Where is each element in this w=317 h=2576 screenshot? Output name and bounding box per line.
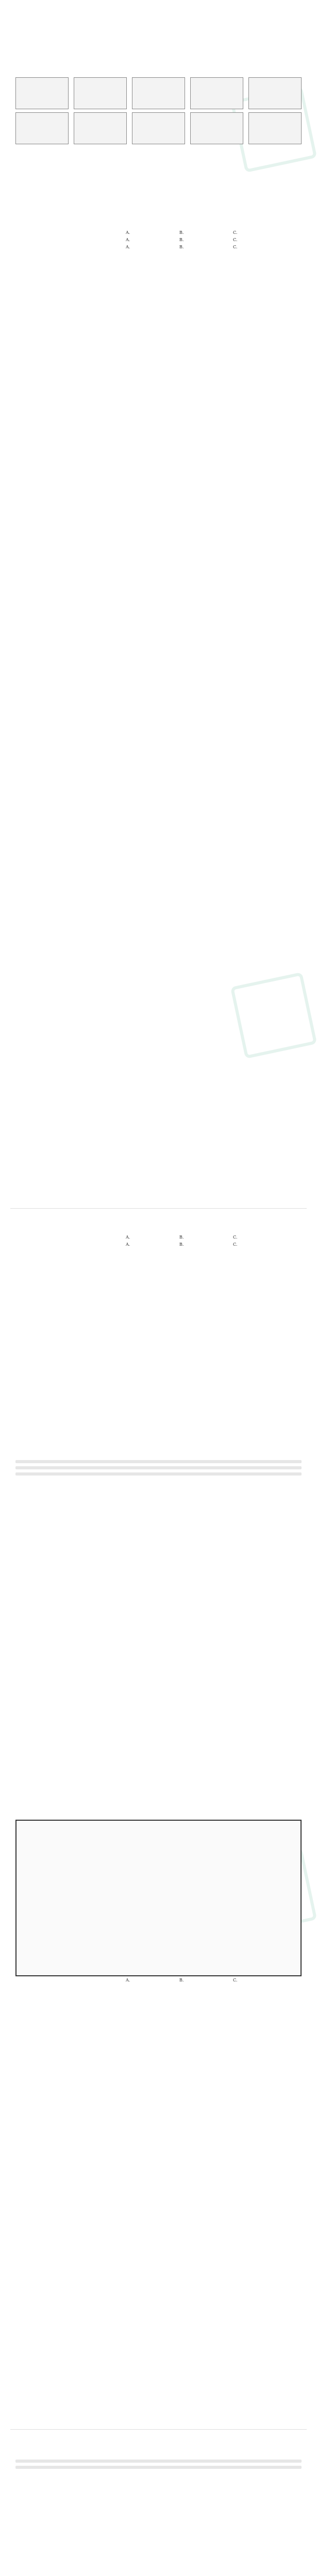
page-divider [10, 2429, 307, 2430]
picture-option [190, 112, 243, 144]
option-a: A. [126, 1978, 130, 1982]
section-instruction [15, 1228, 302, 1233]
section-heading [15, 62, 302, 68]
question-stem [15, 230, 119, 236]
option-c: C. [233, 230, 238, 235]
page-divider [10, 1208, 307, 1209]
section-instruction [15, 1810, 302, 1816]
question-stem [15, 1978, 119, 1984]
reading-passage [15, 2450, 302, 2456]
question-list [15, 216, 302, 250]
section-instruction [15, 224, 302, 229]
option-b: B. [179, 1242, 184, 1247]
question-item [15, 1242, 302, 1248]
picture-option [248, 112, 302, 144]
picture-option [15, 112, 69, 144]
option-a: A. [126, 230, 130, 235]
option-a: A. [126, 1242, 130, 1247]
cloze-passage [15, 1451, 302, 1457]
text-line [15, 1472, 302, 1476]
question-stem [15, 245, 119, 250]
section-heading [15, 1443, 302, 1449]
section-cloze [15, 1443, 302, 1476]
section-instruction [15, 69, 302, 74]
text-line [15, 2466, 302, 2469]
picture-option [74, 112, 127, 144]
section-reading [15, 1803, 302, 1984]
exam-meta [15, 39, 302, 44]
text-line [15, 1466, 302, 1469]
option-a: A. [126, 245, 130, 249]
question-stem [15, 1242, 119, 1248]
question-item [15, 238, 302, 243]
option-b: B. [179, 245, 184, 249]
question-stem [15, 1235, 119, 1241]
option-b: B. [179, 1235, 184, 1240]
picture-option [190, 77, 243, 109]
text-line [15, 2460, 302, 2463]
option-c: C. [233, 238, 238, 242]
option-a: A. [126, 238, 130, 242]
menu-figure [15, 1820, 302, 1976]
picture-grid [15, 112, 302, 144]
question-stem [15, 238, 119, 243]
picture-option [15, 77, 69, 109]
text-line [15, 1460, 302, 1463]
picture-option [132, 112, 185, 144]
picture-option [74, 77, 127, 109]
option-b: B. [179, 230, 184, 235]
option-b: B. [179, 1978, 184, 1982]
section-reading-b [15, 2442, 302, 2469]
picture-grid [15, 77, 302, 109]
section-heading [15, 1221, 302, 1227]
question-item [15, 230, 302, 236]
section-heading [15, 216, 302, 223]
section-listening [15, 62, 302, 144]
watermark-stamp [230, 972, 317, 1059]
option-c: C. [233, 1242, 238, 1247]
section-language-use [15, 1221, 302, 1248]
section-heading [15, 1803, 302, 1809]
option-c: C. [233, 245, 238, 249]
option-c: C. [233, 1235, 238, 1240]
exam-title [15, 15, 302, 26]
section-heading [15, 2442, 302, 2448]
option-a: A. [126, 1235, 130, 1240]
picture-option [132, 77, 185, 109]
menu-title [16, 1821, 301, 1833]
exam-subtitle [15, 29, 302, 36]
question-item [15, 1235, 302, 1241]
option-b: B. [179, 238, 184, 242]
question-item [15, 245, 302, 250]
option-c: C. [233, 1978, 238, 1982]
exam-header [15, 15, 302, 52]
question-item [15, 1978, 302, 1984]
picture-option [248, 77, 302, 109]
